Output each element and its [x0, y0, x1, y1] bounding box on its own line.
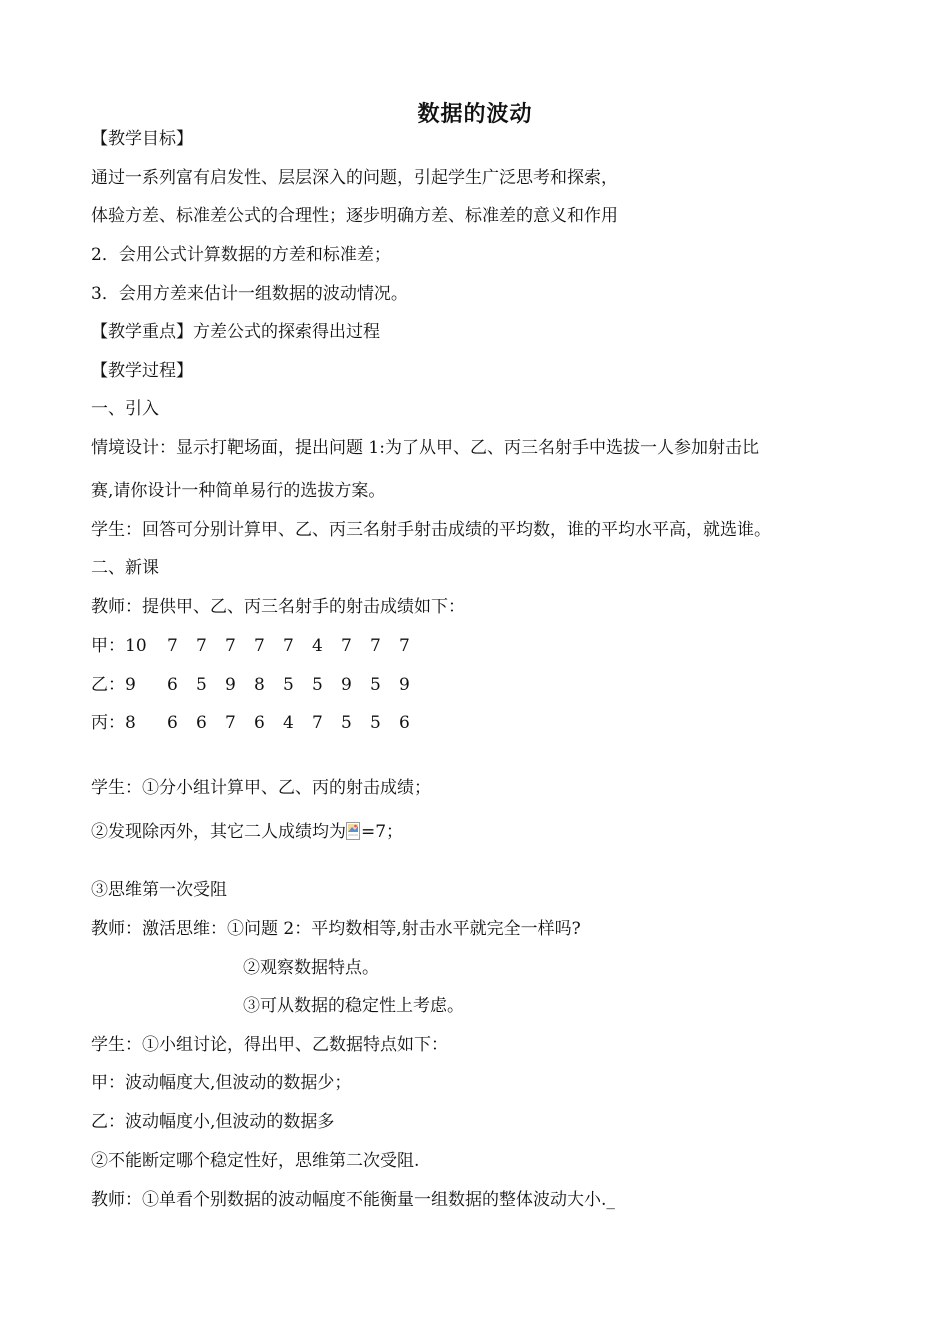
finding-text: ②发现除丙外，其它二人成绩均为	[91, 822, 346, 842]
score-value: 6	[167, 675, 178, 695]
score-value: 9	[399, 675, 410, 695]
student-answer-3: 学生：①小组讨论，得出甲、乙数据特点如下：	[91, 1035, 448, 1055]
score-value: 9	[341, 675, 352, 695]
score-row-label: 甲：	[91, 636, 125, 656]
observe-line: ②观察数据特点。	[243, 958, 379, 978]
objective-1: 通过一系列富有启发性、层层深入的问题，引起学生广泛思考和探索，	[91, 168, 618, 188]
finding-value: =7；	[361, 822, 404, 842]
score-value: 7	[341, 636, 352, 656]
score-value: 4	[283, 713, 294, 733]
objective-2: 2．会用公式计算数据的方差和标准差；	[91, 245, 391, 265]
score-value: 6	[254, 713, 265, 733]
score-value: 5	[312, 675, 323, 695]
score-value: 7	[283, 636, 294, 656]
score-row-yi	[91, 674, 419, 696]
score-row-label: 乙：	[91, 675, 125, 695]
section-intro: 一、引入	[91, 399, 159, 419]
score-value: 7	[399, 636, 410, 656]
jia-feature: 甲：波动幅度大,但波动的数据少；	[91, 1073, 352, 1093]
score-row-jia	[91, 635, 419, 657]
key-point: 【教学重点】方差公式的探索得出过程	[91, 322, 380, 342]
score-value: 7	[225, 636, 236, 656]
score-value: 5	[196, 675, 207, 695]
student-answer-1: 学生：回答可分别计算甲、乙、丙三名射手射击成绩的平均数，谁的平均水平高，就选谁。	[91, 520, 771, 540]
undecided-line: ②不能断定哪个稳定性好，思维第二次受阻.	[91, 1151, 420, 1171]
student-answer-2: 学生：①分小组计算甲、乙、丙的射击成绩；	[91, 778, 431, 798]
score-value: 7	[225, 713, 236, 733]
score-value: 5	[341, 713, 352, 733]
score-value: 5	[370, 713, 381, 733]
score-value: 7	[254, 636, 265, 656]
situation-line-1: 情境设计：显示打靶场面，提出问题 1:为了从甲、乙、丙三名射手中选拔一人参加射击比	[91, 438, 759, 458]
teacher-line-1: 教师：提供甲、乙、丙三名射手的射击成绩如下：	[91, 597, 465, 617]
score-row-label: 丙：	[91, 713, 125, 733]
score-value: 5	[283, 675, 294, 695]
score-value: 9	[225, 675, 236, 695]
situation-line-2: 赛,请你设计一种简单易行的选拔方案。	[91, 481, 386, 501]
score-value: 6	[196, 713, 207, 733]
score-value: 7	[312, 713, 323, 733]
section-new-lesson: 二、新课	[91, 558, 159, 578]
score-value: 4	[312, 636, 323, 656]
page-title: 数据的波动	[417, 102, 533, 127]
stability-line: ③可从数据的稳定性上考虑。	[243, 996, 464, 1016]
objective-3: 3．会用方差来估计一组数据的波动情况。	[91, 284, 408, 304]
process-header: 【教学过程】	[91, 361, 193, 381]
yi-feature: 乙：波动幅度小,但波动的数据多	[91, 1112, 335, 1132]
broken-image-icon	[346, 822, 360, 840]
score-value: 6	[167, 713, 178, 733]
score-value: 6	[399, 713, 410, 733]
score-value: 8	[254, 675, 265, 695]
score-value: 7	[167, 636, 178, 656]
teacher-line-3: 教师：①单看个别数据的波动幅度不能衡量一组数据的整体波动大小._	[91, 1190, 615, 1210]
score-value: 5	[370, 675, 381, 695]
score-row-bing	[91, 712, 419, 734]
finding-line	[91, 821, 403, 843]
teacher-line-2: 教师：激活思维：①问题 2：平均数相等,射击水平就完全一样吗?	[91, 919, 581, 939]
objective-1-continued: 体验方差、标准差公式的合理性；逐步明确方差、标准差的意义和作用	[91, 206, 618, 226]
score-value: 8	[125, 713, 136, 733]
score-value: 7	[370, 636, 381, 656]
score-value: 7	[196, 636, 207, 656]
block-line-1: ③思维第一次受阻	[91, 880, 227, 900]
score-value: 9	[125, 675, 136, 695]
score-value: 10	[125, 636, 147, 656]
objective-header: 【教学目标】	[91, 129, 193, 149]
